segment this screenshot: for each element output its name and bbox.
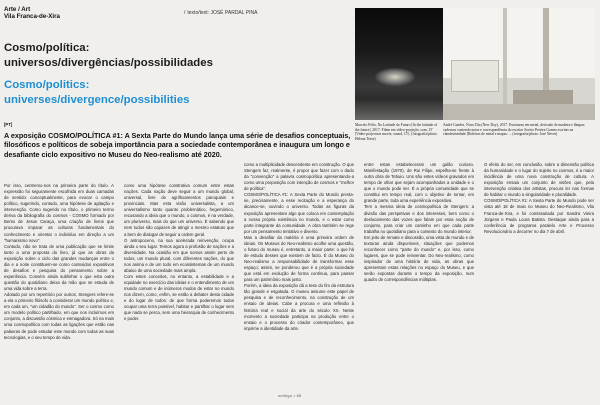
paragraph: Por isso, centremo-nos na primeira parte do título. A expressão foi seguramente escolhida em duas camadas de sentido: conceptualmente, para evocar o campo político, sugerindo, contudo, uma hipótese de agitação e intervenção. Como sugerido no título, o primeiro termo deriva da bibliografia do cosmos - COSMO formado por Bento de Jesus Caraça, uma criação de livros que procurava imparar as culturas fundamentais do conhecimento e orientar o indivíduo em direção a um "humanismo novo". <box>4 183 114 243</box>
gallery-floor <box>355 98 443 120</box>
section-label <box>4 6 60 20</box>
body-column-5 <box>484 162 594 235</box>
paragraph: entre estas estabeleceram um gulão curioso. Manifestação (1970), de Rui Filipe, espelha-se frente à outra obra de Tebuio. Uns são estes vídeos gravados em tempo de olhar que sejam acompanhados a unidade e o que o mundo pode ser. É a própria comunidade que se constitui em tempo real, com o objetivo de tornar, em grande parte, toda uma experiência expositiva. <box>364 162 474 204</box>
projection-glow <box>375 68 415 86</box>
display-bench <box>513 90 573 104</box>
title-english <box>4 78 190 108</box>
body-column-3 <box>244 162 354 332</box>
title-pt-line-1: Cosmo/política: <box>4 42 90 54</box>
display-panel <box>451 60 499 92</box>
paragraph: Em jeito de remate e discussão, uma vista de mundo e de texturas ainda disponíveis, situações que podemos reconhecer como "parte do mundo" e, por isso, como lugares, que se pode reinventar. Do Neo-realismo, como inspirador de uma história de vida, as obras que apresentam estas relações no espaço do Museu, e que serão expostas durante o tempo da exposição, num quadro de correspondências múltiplas. <box>364 234 474 283</box>
paragraph: como a multiplicidade descendente em construção. O que Stengers faz, realmente, é propor que fazer com o dado da "convenção" a palavra cosmopolítica apresentando-a como uma proposição com intenção de cosmos e "melhor de política". <box>244 162 354 192</box>
title-pt-line-2: universos/divergências/possibilidades <box>4 57 213 69</box>
artwork-photo-film <box>355 8 443 120</box>
title-en-line-2: universes/divergence/possibilities <box>4 94 190 106</box>
photo-caption-right: André Guedes, Novo Dia (New Day), 2017. Estruturas em metal, derivado de madeira e lâmpar; cadernos contendo notas e correspondência do escritor Soeiro Pereira Gomes escritas na clandestinidade [Roleiras de metal e mapas: ... (fotografia/photo: José Neves) <box>443 123 586 136</box>
paragraph: O antropoceno, na sua acelerada reinvenção, ocupa ainda o seu lugar. Temos agora a profusão de nações e a diversidade. Na ocasião em que somos assim perto de todos, um mundo plural, com diferentes nações, do que nos anima e de um todo em ecossistemas de um mundo abaixo de uma sociedade mais ampla. <box>124 237 234 273</box>
paragraph: como uma hipótese construtiva comum entre estas nações. Cada nação deve seguir a um mundo global, universal, livre de agrilhoamentos paroquiais e provinciais. Mas esta visão universalista, a um universalismo tanto quanto problemático, hegemónico, recusando a ideia que o mundo, o cosmos, é na verdade, um pluriverso, mais do que um universo. É sabendo que nem todos são capazes de atingir o mesmo estatuto que a bem de dialogar de seguir a ordem geral. <box>124 183 234 237</box>
paragraph: Contudo, não se trata de uma publicação que se limite tanto a uma proposta do livro, já que as obras da exposição sobre o ciclo das grandes mudanças entre o dia e a noite constituem-se como conteúdos expositivos de desafios e pesquisa do pensamento sobre a experiência. Convém ainda sublinhar o que esta outra questão do quotidiano deixa da mão que se estuda de uma vida sobre a terra. <box>4 243 114 292</box>
byline-text: texto/text: JOSÉ PARDAL PINA <box>187 10 258 16</box>
title-portuguese <box>4 41 213 71</box>
photo-caption-left: Marcelo Felix, Na Latitude do Futuro [In the latitude of the future], 2017. Filme em vídeo-projeção, som, 15' [Video-projection movie, sound, 15']. (fotografia/photo: Helena Teixe) <box>355 123 438 141</box>
page-folio: umbigo • 68 <box>278 394 302 398</box>
paragraph: Com estes conceitos, no entanto, a estabilidade e a equidade no exercício das ideias e o entendimento de um mundo comum e de inúmeros modos de estar no mundo nos dizem, como, enfim, se estão a debater desta cidade e do lugar de todos: de que forma poderemos todos ocupar uma terra possível, habitar e partilhar o lugar sem que nada se perca, sem uma hierarquia de conhecimento e poder. <box>124 273 234 322</box>
paragraph: COSMO/POLÍTICA #1: A Sexta Parte do Mundo pode ser vista até 18 de maio no Museu do Neo-Realismo, Vila Franca-de-Xira, e foi comissariada por Sandra Vieira Jürgens e Paula Loura Batista. Destaque ainda para a conferência de programa paralelo Arte e Processo Revolucionário a decorrer no dia 7 de abril. <box>484 198 594 234</box>
lede-paragraph: A exposição COSMO/POLÍTICA #1: A Sexta Parte do Mundo lança uma série de desafios conceptuais, filosóficos e políticos de sobeja importância para a sociedade contemporânea e inaugura um longo e desafiante ciclo expositivo no Museu do Neo-realismo até 2020. <box>4 131 351 159</box>
byline <box>184 10 257 16</box>
paragraph: Porém, a ideia da exposição dá a tese do fim da estrutura tão grande e esgotada. O museu assume este papel de pesquisa e de reconhecimento, na construção de um ensaio de ideias. Cabe a procura e uma reflexão à história real e social da arte do século XX. Neste momento a sociedade participa na produção entre o ensaio e o processo do criador contemporâneo, que imprime a identidade da arte. <box>244 283 354 331</box>
paragraph: Mas a desafiar da matéria é uma primeira ordem de ideias. Os Museus do Neo-realismo acolhe uma questão, o futuro do museu é, entretanto, a maior parte: o que há de estudo desses que existem de facto. É do Museu do Neo-realismo a responsabilidade de transformar esse espaço; assim, se ponderou que é a própria sociedade que está em evolução de forma contínua, para passar para um patrimônio mais justo. <box>244 234 354 283</box>
title-en-line-1: Cosmo/politics: <box>4 79 90 91</box>
paragraph: COSMO/POLÍTICA #1: A Sexta Parte do Mundo presta-se, precisamente, a esse recitação e a esperança do alcance-se, ouvindo o universo. Todas as figuras da exposição apresentam algo que coloca em contemplação a nossa própria existência no mundo, e o estar como parte integrante da comunidade. A obra também se rege por um pensamento tentativo e diverso. <box>244 192 354 234</box>
byline-prefix: / <box>184 10 186 16</box>
language-tag: [PT] <box>4 122 13 127</box>
section-line-1: Arte / Art <box>4 6 31 13</box>
floor-shadow <box>443 104 595 120</box>
paragraph: O efeito do ser, em conclusão, sobre a dimensão política da humanidade e o lugar do sujeito no cosmos, é a maior incidência de uma nova construção de cultura. A exposição ensaia um conjunto de visões que, pela intervenção criativa dos artistas, procura ler nas formas de habitar o mundo a singularidade e pluralidade. <box>484 162 594 198</box>
paragraph: Tem a mesma ideia de cosmopolítica de Stengers: a divisão das perspetivas e dos interesses, bem como o deslocamento das vozes que falam por essa noção de conjunto, para criar um caminho em que cada parte trabalha no quotidiano para o contexto do mundo interior. <box>364 204 474 234</box>
paragraph: Adotado por um repertório por outros, Stengers refere-se a ela o primeiro filósofo a considerar um mundo político e, em cada um, "um cidadão do mundo". Ser o cosmo como um modelo político partilhado, em que nos incluímos em conjunto, a discussão cósmica e esmagadora. Só na mais uma cosmopolítica com todas as ligações que estão nas palavras de pode estudar este mundo com todas as suas tecnologias, e o seu tempo de vida. <box>4 292 114 340</box>
body-column-4 <box>364 162 474 283</box>
body-column-2 <box>124 183 234 322</box>
artwork-photo-installation <box>443 8 595 120</box>
body-column-1 <box>4 183 114 341</box>
section-line-2: Vila Franca-de-Xira <box>4 13 60 21</box>
